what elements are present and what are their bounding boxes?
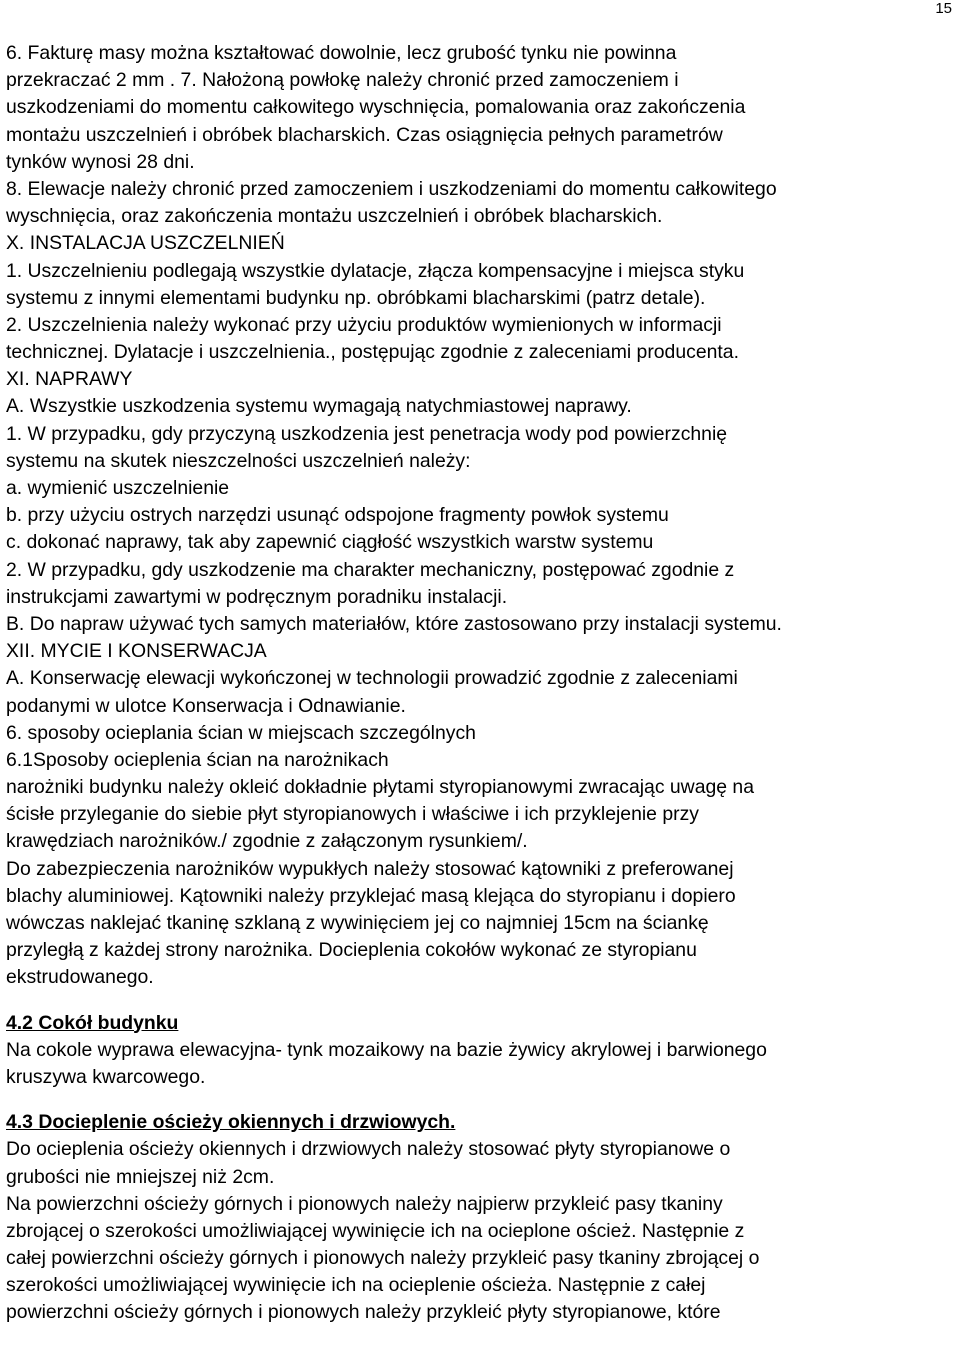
text-line: X. INSTALACJA USZCZELNIEŃ	[6, 232, 285, 255]
text-line: 6. Fakturę masy można kształtować dowolnie, lecz grubość tynku nie powinna	[6, 42, 677, 64]
text-line: b. przy użyciu ostrych narzędzi usunąć odspojone fragmenty powłok systemu	[6, 504, 669, 527]
text-line: przyległą z każdej strony narożnika. Docieplenia cokołów wykonać ze styropianu	[6, 939, 697, 962]
section-heading-4-3: 4.3 Docieplenie ościeży okiennych i drzwiowych.	[6, 1111, 456, 1134]
text-line: XII. MYCIE I KONSERWACJA	[6, 640, 267, 663]
text-line: zbrojącej o szerokości umożliwiającej wywinięcie ich na ocieplone oścież. Następnie z	[6, 1219, 745, 1242]
text-line: szerokości umożliwiającej wywinięcie ich na ocieplenie ościeża. Następnie z całej	[6, 1274, 706, 1297]
text-line: Na cokole wyprawa elewacyjna- tynk mozaikowy na bazie żywicy akrylowej i barwionego	[6, 1038, 767, 1061]
text-line: instrukcjami zawartymi w podręcznym poradniku instalacji.	[6, 585, 508, 608]
text-line: montażu uszczelnień i obróbek blacharskich. Czas osiągnięcia pełnych parametrów	[6, 123, 723, 146]
text-line: 1. W przypadku, gdy przyczyną uszkodzenia jest penetracja wody pod powierzchnię	[6, 422, 728, 445]
text-line: podanymi w ulotce Konserwacja i Odnawianie.	[6, 694, 406, 717]
text-line: powierzchni ościeży górnych i pionowych należy przykleić płyty styropianowe, które	[6, 1301, 721, 1324]
text-line: a. wymienić uszczelnienie	[6, 477, 230, 499]
text-line: krawędziach narożników./ zgodnie z załączonym rysunkiem/.	[6, 830, 528, 853]
text-line: kruszywa kwarcowego.	[6, 1065, 206, 1088]
text-line: 2. Uszczelnienia należy wykonać przy użyciu produktów wymienionych w informacji	[6, 313, 722, 336]
text-line: grubości nie mniejszej niż 2cm.	[6, 1165, 275, 1188]
text-line: 2. W przypadku, gdy uszkodzenie ma charakter mechaniczny, postępować zgodnie z	[6, 558, 735, 581]
text-line: Do ocieplenia ościeży okiennych i drzwiowych należy stosować płyty styropianowe o	[6, 1138, 731, 1161]
text-line: ścisłe przyleganie do siebie płyt styropianowych i właściwe i ich przyklejenie przy	[6, 803, 699, 826]
text-line: A. Wszystkie uszkodzenia systemu wymagają natychmiastowej naprawy.	[6, 395, 632, 418]
text-line: 1. Uszczelnieniu podlegają wszystkie dylatacje, złącza kompensacyjne i miejsca styku	[6, 259, 745, 282]
section-heading-4-2: 4.2 Cokół budynku	[6, 1011, 179, 1034]
text-line: 6. sposoby ocieplania ścian w miejscach szczególnych	[6, 721, 476, 744]
text-line: 6.1Sposoby ocieplenia ścian na narożnikach	[6, 748, 389, 771]
text-line: przekraczać 2 mm . 7. Nałożoną powłokę należy chronić przed zamoczeniem i	[6, 69, 679, 92]
text-line: Na powierzchni ościeży górnych i pionowych należy najpierw przykleić pasy tkaniny	[6, 1192, 723, 1215]
text-line: narożniki budynku należy okleić dokładnie płytami styropianowymi zwracając uwagę na	[6, 776, 754, 799]
text-line: 8. Elewacje należy chronić przed zamoczeniem i uszkodzeniami do momentu całkowitego	[6, 177, 777, 200]
text-line: c. dokonać naprawy, tak aby zapewnić ciągłość wszystkich warstw systemu	[6, 531, 654, 554]
section-4-2-text	[6, 1037, 956, 1091]
text-line: B. Do napraw używać tych samych materiałów, które zastosowano przy instalacji systemu.	[6, 612, 782, 635]
text-line: Do zabezpieczenia narożników wypukłych należy stosować kątowniki z preferowanej	[6, 857, 734, 880]
text-line: tynków wynosi 28 dni.	[6, 150, 195, 173]
text-line: całej powierzchni ościeży górnych i pionowych należy przykleić pasy tkaniny zbrojącej o	[6, 1247, 760, 1270]
text-line: XI. NAPRAWY	[6, 368, 133, 391]
section-4-3-text	[6, 1136, 956, 1326]
section-spacer	[6, 992, 956, 1010]
text-line: blachy aluminiowej. Kątowniki należy przyklejać masą klejąca do styropianu i dopiero	[6, 884, 736, 907]
text-line: systemu z innymi elementami budynku np. obróbkami blacharskimi (patrz detale).	[6, 286, 706, 309]
main-text-block	[6, 40, 956, 992]
section-spacer	[6, 1091, 956, 1109]
text-line: ekstrudowanego.	[6, 966, 154, 989]
document-body	[6, 40, 956, 1327]
text-line: wyschnięcia, oraz zakończenia montażu uszczelnień i obróbek blacharskich.	[6, 205, 663, 228]
text-line: A. Konserwację elewacji wykończonej w technologii prowadzić zgodnie z zaleceniami	[6, 667, 738, 690]
text-line: technicznej. Dylatacje i uszczelnienia., postępując zgodnie z zaleceniami producenta.	[6, 341, 739, 364]
text-line: systemu na skutek nieszczelności uszczelnień należy:	[6, 449, 471, 472]
text-line: uszkodzeniami do momentu całkowitego wyschnięcia, pomalowania oraz zakończenia	[6, 96, 746, 119]
text-line: wówczas naklejać tkaninę szklaną z wywinięciem jej co najmniej 15cm na ściankę	[6, 912, 709, 934]
page-number: 15	[935, 0, 952, 17]
